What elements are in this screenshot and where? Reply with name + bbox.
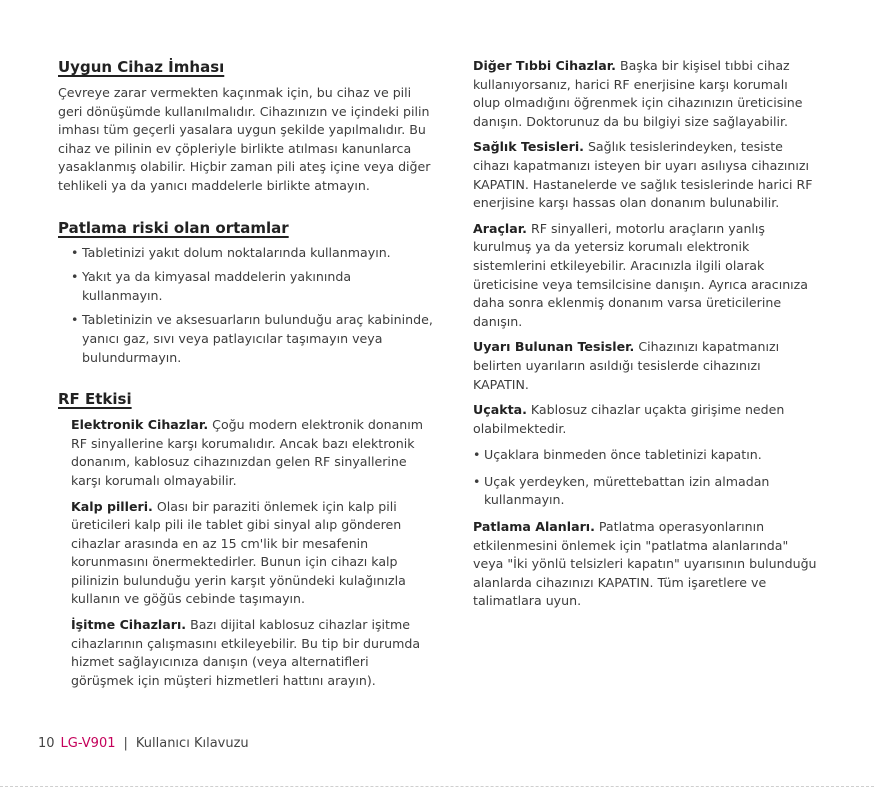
- paragraph-text: Sağlık tesislerindeyken, tesiste cihazı kapatmanızı isteyen bir uyarı asılıysa cihazınızı KAPATIN. Hastanelerde ve sağlık tesislerinde harici RF enerjisine karşı hassas olan donanım bulunabilir.: [473, 139, 813, 211]
- aircraft-list: [473, 446, 818, 510]
- crop-rule: [0, 786, 874, 787]
- paragraph-title: Sağlık Tesisleri.: [473, 139, 584, 155]
- page-number: 10: [38, 736, 55, 751]
- list-item: • Uçak yerdeyken, mürettebattan izin almadan kullanmayın.: [473, 473, 818, 510]
- blasting-paragraph: [473, 518, 818, 611]
- manual-title: Kullanıcı Kılavuzu: [135, 736, 249, 751]
- list-item: • Yakıt ya da kimyasal maddelerin yakınında kullanmayın.: [71, 268, 433, 305]
- paragraph-text: Kablosuz cihazlar uçakta girişime neden olabilmektedir.: [473, 402, 785, 436]
- rf-item-text: Olası bir paraziti önlemek için kalp pili üreticileri kalp pili ile tablet gibi sinyal alıp gönderen cihazlar arasında en az 15 cm'lik bir mesafenin korunmasını önermektedirler. Bunun için cihazı kalp pilinizin bulunduğu yerin karşıt yönündeki kulağınızla kullanın ve göğüs cebinde taşımayın.: [71, 498, 406, 607]
- paragraph-title: Diğer Tıbbi Cihazlar.: [473, 58, 616, 73]
- paragraph-text: Patlatma operasyonlarının etkilenmesini önlemek için "patlatma alanlarında" veya "İki yönlü telsizleri kapatın" uyarısının bulunduğu alanlarda cihazınızı KAPATIN. Tüm işaretlere ve talimatlara uyun.: [473, 519, 817, 609]
- paragraph-text: Başka bir kişisel tıbbi cihaz kullanıyorsanız, harici RF enerjisine karşı korumalı olup olmadığını öğrenmek için cihazınızın üreticisine danışın. Doktorunuz da bu bilgiyi size sağlayabilir.: [473, 58, 803, 129]
- paragraph-title: Uyarı Bulunan Tesisler.: [473, 339, 635, 355]
- paragraph-title: Patlama Alanları.: [473, 519, 595, 535]
- paragraph-text: RF sinyalleri, motorlu araçların yanlış kurulmuş ya da yetersiz korumalı elektronik sistemlerini etkileyebilir. Aracınızla ilgili olarak üreticisine veya temsilcisine danışın. Ayrıca aracınıza daha sonra eklenmiş donanım varsa üreticilerine danışın.: [473, 220, 809, 329]
- page-footer: [38, 735, 249, 754]
- rf-item-text: Bazı dijital kablosuz cihazlar işitme cihazlarının çalışmasını etkileyebilir. Bu tip bir durumda hizmet sağlayıcınıza danışın (veya alternatifleri görüşmek için müşteri hizmetleri hattını arayın).: [71, 617, 421, 688]
- section-heading-disposal: Uygun Cihaz İmhası: [58, 58, 225, 76]
- footer-separator: |: [123, 736, 128, 751]
- rf-item-title: İşitme Cihazları.: [71, 617, 187, 633]
- rf-item-electronic: [58, 416, 433, 490]
- rf-item-pacemaker: [58, 498, 433, 610]
- vehicles-paragraph: [473, 220, 818, 332]
- paragraph-title: Araçlar.: [473, 220, 527, 236]
- aircraft-paragraph: [473, 401, 818, 438]
- section-heading-explosive: Patlama riski olan ortamlar: [58, 218, 289, 237]
- list-item: • Tabletinizin ve aksesuarların bulunduğu araç kabininde, yanıcı gaz, sıvı veya patlayıcılar taşımayın veya bulundurmayın.: [71, 311, 433, 367]
- rf-item-title: Elektronik Cihazlar.: [71, 417, 209, 433]
- right-column: [473, 57, 818, 611]
- rf-item-hearing: [58, 616, 433, 690]
- left-column: [58, 57, 433, 690]
- other-medical-paragraph: [473, 57, 818, 131]
- list-item: • Uçaklara binmeden önce tabletinizi kapatın.: [473, 446, 818, 465]
- health-facilities-paragraph: [473, 138, 818, 212]
- section-heading-rf: RF Etkisi: [58, 390, 132, 409]
- list-item: • Tabletinizi yakıt dolum noktalarında kullanmayın.: [71, 244, 433, 263]
- paragraph-text: Cihazınızı kapatmanızı belirten uyarıların asıldığı tesislerde cihazınızı KAPATIN.: [473, 339, 780, 392]
- posted-facilities-paragraph: [473, 338, 818, 394]
- model-name: LG-V901: [60, 736, 116, 751]
- disposal-paragraph: Çevreye zarar vermekten kaçınmak için, bu cihaz ve pili geri dönüşümde kullanılmalıdır. Cihazınızın ve içindeki pilin imhası tüm geçerli yasalara uygun şekilde yapılmalıdır. Bu cihaz ve pilinin ev çöpleriyle birlikte atılması kanunlarca yasaklanmış olabilir. Hiçbir zaman pili ateş içine veya diğer tehlikeli ya da yanıcı maddelerle birlikte atmayın.: [58, 85, 431, 193]
- rf-item-title: Kalp pilleri.: [71, 498, 153, 514]
- rf-item-text: Çoğu modern elektronik donanım RF sinyallerine karşı korumalıdır. Ancak bazı elektronik donanım, kablosuz cihazınızdan gelen RF sinyallerine karşı korumalı olmayabilir.: [71, 417, 424, 488]
- paragraph-title: Uçakta.: [473, 402, 527, 418]
- explosive-list: [58, 244, 433, 368]
